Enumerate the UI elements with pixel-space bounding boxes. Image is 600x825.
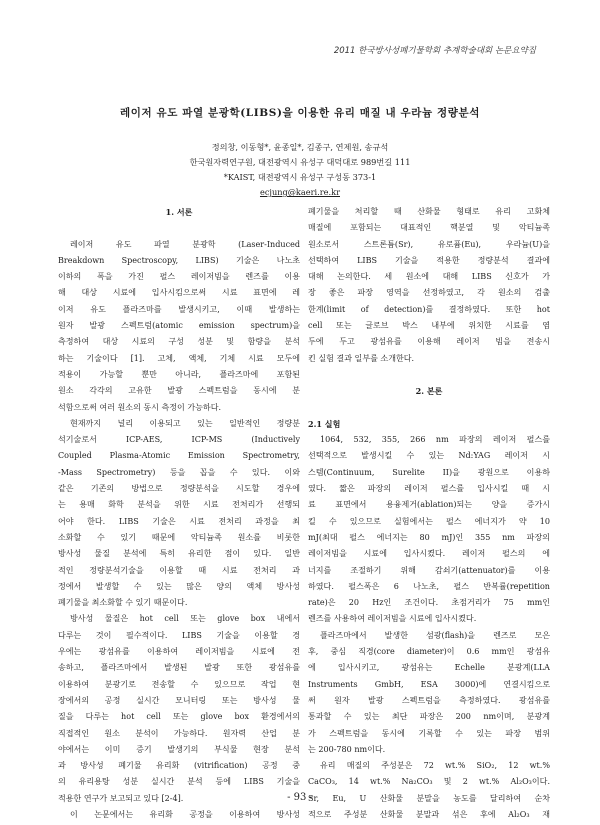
body-text-line: 매질에 포함되는 대표적인 핵분열 및 악티늄족 (308, 223, 550, 233)
body-text-line: 측정하여 대상 시료의 구성 성분 및 함량을 분석 (58, 337, 300, 347)
body-text-line: 적인 정량분석기술을 이용할 때 시료 전처리 과 (58, 565, 300, 575)
body-text-line: 1064, 532, 355, 266 nm 파장의 레이저 펄스를 (320, 435, 550, 445)
spacer (308, 400, 550, 416)
body-text-line: CaCO₃, 14 wt.% Na₂CO₃ 및 2 wt.% Al₂O₃이다. (308, 777, 550, 787)
body-text-line: 플라즈마에서 발생한 섬광(flash)을 렌즈로 모은 (320, 630, 550, 640)
body-text-line: rate)은 20 Hz인 조건이다. 초점거리가 75 mm인 (308, 598, 550, 608)
body-text-line: 원소로서 스트론튬(Sr), 유로퓸(Eu), 우라늄(U)을 (308, 239, 550, 249)
body-text-line: 소화할 수 있기 때문에 악티늄족 원소를 비롯한 (58, 532, 300, 542)
body-text-line: 하는 기술이다 [1]. 고체, 액체, 기체 시료 모두에 (58, 353, 300, 363)
body-text-line: Sr, Eu, U 산화물 분말을 농도를 달리하여 순차 (308, 793, 550, 803)
body-text-line: 의 유리용탕 성분 실시간 분석 등에 LIBS 기술을 (58, 777, 300, 787)
body-text-line: 적용한 연구가 보고되고 있다 [2-4]. (58, 793, 184, 803)
body-text-line: 에 입사시키고, 광섬유는 Echelle 분광계(LLA (308, 663, 550, 673)
body-text-line: 레이저빔을 시료에 입사시켰다. 레이저 펄스의 에 (308, 549, 550, 559)
author-email[interactable]: ecjung@kaeri.re.kr (259, 187, 340, 197)
body-text-line: 이하의 폭을 가진 펄스 레이저빔을 렌즈를 이용 (58, 272, 300, 282)
body-text-line: 방사성 물질은 hot cell 또는 glove box 내에서 (70, 614, 300, 624)
body-text-line: 였다. 짧은 파장의 레이저 펄스를 입사시킬 때 시 (308, 484, 550, 494)
body-text-line: 직접적인 원소 분석이 가능하다. 원자력 산업 분 (58, 728, 300, 738)
body-text-line: 적으로 주성분 산화물 분말과 섞은 후에 Al₂O₃ 재 (308, 809, 550, 819)
section-heading: 2. 본론 (415, 386, 443, 397)
body-text-line: 폐기물을 최소화할 수 있기 때문이다. (58, 598, 188, 608)
body-text-line: 정에서 발생할 수 있는 많은 양의 액체 방사성 (58, 581, 300, 591)
body-text-line: mJ(최대 펄스 에너지는 80 mJ)인 355 nm 파장의 (308, 532, 550, 542)
body-text-line: 레이저 유도 파열 분광학 (Laser-Induced (70, 239, 300, 249)
body-text-line: 장에서의 공정 실시간 모니터링 또는 방사성 물 (58, 695, 300, 705)
body-text-line: 선택적으로 발생시킬 수 있는 Nd:YAG 레이저 시 (308, 451, 550, 461)
body-text-line: 석함으로써 여러 원소의 동시 측정이 가능하다. (58, 402, 222, 412)
body-text-line: 료 표면에서 용융제거(ablation)되는 양을 증가시 (308, 500, 550, 510)
running-header: 2011 한국방사성폐기물학회 추계학술대회 논문요약집 (333, 46, 536, 56)
body-text-line: 이 논문에서는 유리화 공정을 이용하여 방사성 (70, 809, 300, 819)
body-text-line: 너지를 조절하기 위해 감쇠기(attenuator)를 이용 (308, 565, 550, 575)
left-column (58, 204, 300, 823)
body-text-line: 스템(Continuum, Surelite II)을 광원으로 이용하 (308, 467, 550, 477)
body-text-line: 렌즈를 사용하여 레이저빔을 시료에 입사시켰다. (308, 614, 477, 624)
body-text-line: 는 200-780 nm이다. (308, 744, 386, 754)
section-heading: 1. 서론 (165, 207, 193, 217)
body-text-line: 과 방사성 폐기물 유리화 (vitrification) 공정 중 (58, 761, 300, 771)
body-text-line: 원자 발광 스펙트럼(atomic emission spectrum)을 (58, 321, 300, 331)
body-text-line: cell 또는 글로브 박스 내부에 위치한 시료를 염 (308, 321, 550, 331)
spacer (58, 220, 300, 236)
body-text-line: 원소 각각의 고유한 발광 스펙트럼을 동시에 분 (58, 386, 300, 396)
body-text-line: -Mass Spectrometry) 등을 꼽을 수 있다. 이와 (58, 467, 300, 477)
body-text-line: 써 원자 발광 스펙트럼을 측정하였다. 광섬유를 (308, 695, 550, 705)
paper-title: 레이저 유도 파열 분광학(LIBS)을 이용한 유리 매질 내 우라늄 정량분석 (120, 107, 480, 119)
body-text-line: 선택하여 LIBS 기술을 적용한 정량분석 결과에 (308, 255, 550, 265)
body-text-line: 후, 중심 직경(core diameter)이 0.6 mm인 광섬유 (308, 647, 550, 657)
body-text-line: 같은 기존의 방법으로 정량분석을 시도할 경우에 (58, 484, 300, 494)
subsection-heading: 2.1 실험 (308, 418, 341, 429)
body-text-line: 송하고, 플라즈마에서 발생된 발광 또한 광섬유를 (58, 663, 300, 673)
body-text-line: 하였다. 펄스폭은 6 나노초, 펄스 반복률(repetition (308, 581, 550, 591)
body-text-line: 장 좋은 파장 영역을 선정하였고, 각 원소의 검출 (308, 288, 550, 298)
body-text-line: 현재까지 널리 이용되고 있는 일반적인 정량분 (70, 418, 300, 428)
body-text-line: 두에 두고 광섬유를 이용해 레이저 빔을 전송시 (308, 337, 550, 347)
affiliation-2: *KAIST, 대전광역시 유성구 구성동 373-1 (223, 172, 377, 182)
body-text-line: 통과할 수 있는 최단 파장은 200 nm이며, 분광계 (308, 712, 550, 722)
body-text-line: 대해 논의한다. 세 원소에 대해 LIBS 신호가 가 (308, 272, 550, 282)
body-text-line: Breakdown Spectroscopy, LIBS) 기술은 나노초 (58, 255, 300, 265)
body-text-line: 이용하여 분광기로 전송할 수 있으므로 작업 현 (58, 679, 300, 689)
body-text-line: Coupled Plasma-Atomic Emission Spectrometry, (58, 451, 300, 461)
page-number: - 93 - (287, 792, 313, 803)
body-text-line: 방사성 물질 분석에 특히 유리한 점이 있다. 일반 (58, 549, 300, 559)
body-text-line: 야에서는 이미 증기 발생기의 부식물 현장 분석 (58, 744, 300, 754)
body-text-line: 해 대상 시료에 입사시킴으로써 시료 표면에 레 (58, 288, 300, 298)
body-text-line: 우에는 광섬유를 이용하여 레이저빔을 시료에 전 (58, 647, 300, 657)
body-text-line: 한계(limit of detection)를 결정하였다. 또한 hot (308, 304, 550, 314)
right-column (308, 204, 550, 823)
body-text-line: 석기술로서 ICP-AES, ICP-MS (Inductively (58, 435, 300, 445)
body-text-line: Instruments GmbH, ESA 3000)에 연결시킴으로 (308, 679, 550, 689)
body-text-line: 킨 실험 결과 일부를 소개한다. (308, 353, 415, 363)
body-text-line: 어야 한다. LIBS 기술은 시료 전처리 과정을 최 (58, 516, 300, 526)
body-text-line: 질을 다루는 hot cell 또는 glove box 환경에서의 (58, 712, 300, 722)
body-text-line: 이저 유도 플라즈마를 발생시키고, 이때 발생하는 (58, 304, 300, 314)
body-text-line: 적용이 가능할 뿐만 아니라, 플라즈마에 포함된 (58, 369, 300, 379)
spacer (308, 367, 550, 383)
affiliation-1: 한국원자력연구원, 대전광역시 유성구 대덕대로 989번길 111 (189, 157, 411, 167)
body-text-line: 는 용매 화학 분석을 위한 시료 전처리가 선행되 (58, 500, 300, 510)
body-text-line: 다루는 것이 필수적이다. LIBS 기술을 이용할 경 (58, 630, 300, 640)
author-list: 정의창, 이동형*, 윤종일*, 김종구, 연제원, 송규석 (211, 142, 389, 152)
author-block (0, 140, 600, 200)
body-text-line: 폐기물을 처리할 때 산화물 형태로 유리 고화체 (308, 207, 550, 216)
body-text-line: 유리 매질의 주성분은 72 wt.% SiO₂, 12 wt.% (320, 761, 550, 771)
body-text-line: 킬 수 있으므로 실험에서는 펄스 에너지가 약 10 (308, 516, 550, 526)
body-text-line: 가 스펙트럼을 동시에 기록할 수 있는 파장 범위 (308, 728, 550, 738)
